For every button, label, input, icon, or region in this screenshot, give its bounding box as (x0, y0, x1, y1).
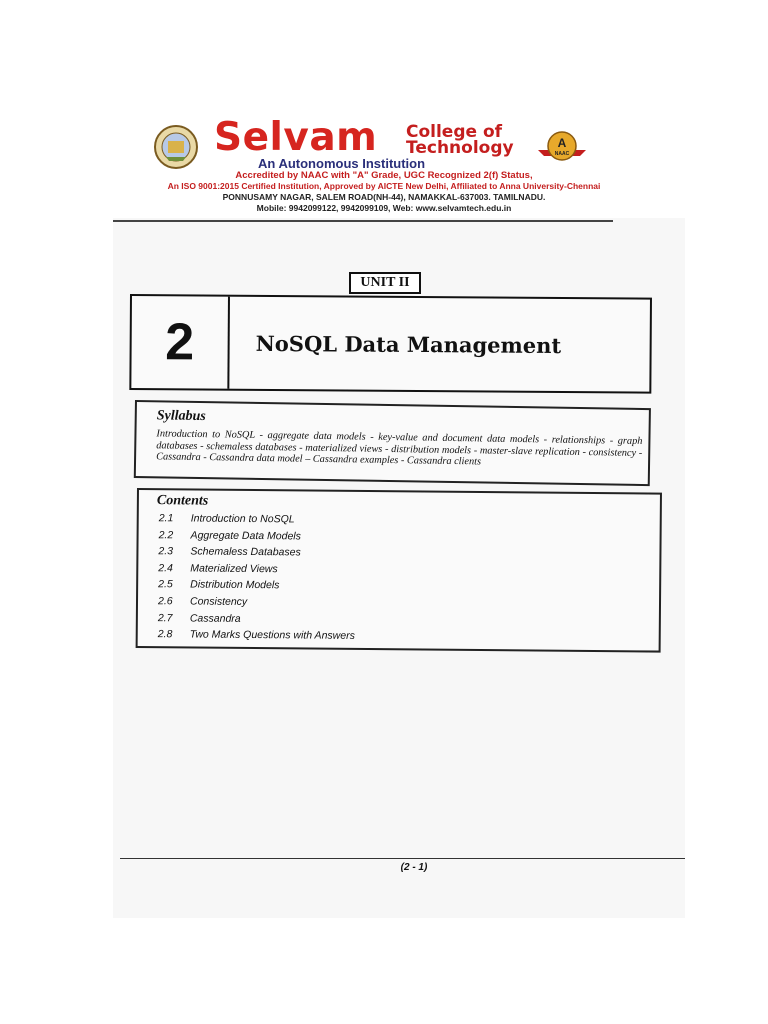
contents-box (136, 488, 662, 653)
contents-item-label: Introduction to NoSQL (190, 512, 295, 526)
syllabus-box (134, 400, 651, 486)
contents-item-label: Distribution Models (190, 578, 280, 592)
contents-item-label: Consistency (189, 595, 248, 608)
naac-badge-text: NAAC (554, 151, 570, 157)
contents-item-number: 2.7 (157, 611, 173, 624)
brand-subtitle-line1: College of (406, 122, 503, 142)
contents-item-label: Materialized Views (190, 562, 278, 576)
contents-item-number: 2.2 (158, 528, 174, 541)
page-number: (2 - 1) (400, 862, 428, 873)
chapter-number: 2 (131, 296, 230, 389)
college-header (0, 110, 768, 213)
brand-subtitle (406, 124, 514, 156)
chapter-title: NoSQL Data Management (255, 330, 562, 359)
contents-item (158, 579, 355, 597)
contact-line: Mobile: 9942099122, 9942099109, Web: www.selvamtech.edu.in (256, 203, 512, 213)
unit-label: UNIT II (349, 272, 421, 294)
brand-subtitle-line2: Technology (406, 138, 514, 158)
contents-item (159, 512, 356, 530)
contents-item (158, 628, 355, 646)
accreditation-line: Accredited by NAAC with "A" Grade, UGC Recognized 2(f) Status, (235, 170, 533, 181)
address-line: PONNUSAMY NAGAR, SALEM ROAD(NH-44), NAMAKKAL-637003. TAMILNADU. (222, 192, 546, 202)
autonomous-tagline: An Autonomous Institution (258, 156, 426, 171)
contents-item-label: Cassandra (189, 612, 241, 625)
contents-heading: Contents (156, 493, 209, 509)
contents-item (158, 545, 355, 563)
syllabus-text: Introduction to NoSQL - aggregate data models - key-value and document data models - relationships - graph databases - schemaless databases - materialized views - distribution models - master-slave replication - consistency - Cassandra - Cassandra data model – Cassandra examples - Cassandra clients (156, 428, 643, 468)
contents-item-number: 2.8 (157, 628, 173, 641)
naac-badge-letter: A (557, 136, 567, 150)
contents-item-number: 2.6 (157, 595, 173, 608)
contents-item-label: Two Marks Questions with Answers (189, 628, 355, 643)
contents-item (158, 612, 355, 630)
footer-divider (120, 858, 685, 859)
scan-edge-divider (113, 220, 613, 222)
contents-list (158, 512, 356, 646)
contents-item (158, 595, 355, 613)
chapter-banner (129, 294, 652, 394)
contents-item-number: 2.1 (158, 512, 174, 525)
brand-name: Selvam (214, 115, 378, 160)
iso-line: An ISO 9001:2015 Certified Institution, Approved by AICTE New Delhi, Affiliated to Anna University-Chennai (167, 181, 601, 191)
contents-item (158, 562, 355, 580)
syllabus-heading: Syllabus (156, 408, 206, 425)
contents-item-label: Schemaless Databases (190, 545, 301, 559)
contents-item (159, 529, 356, 547)
contents-item-label: Aggregate Data Models (190, 529, 301, 543)
contents-item-number: 2.4 (158, 561, 173, 575)
contents-item-number: 2.3 (158, 545, 174, 558)
contents-item-number: 2.5 (158, 578, 173, 591)
